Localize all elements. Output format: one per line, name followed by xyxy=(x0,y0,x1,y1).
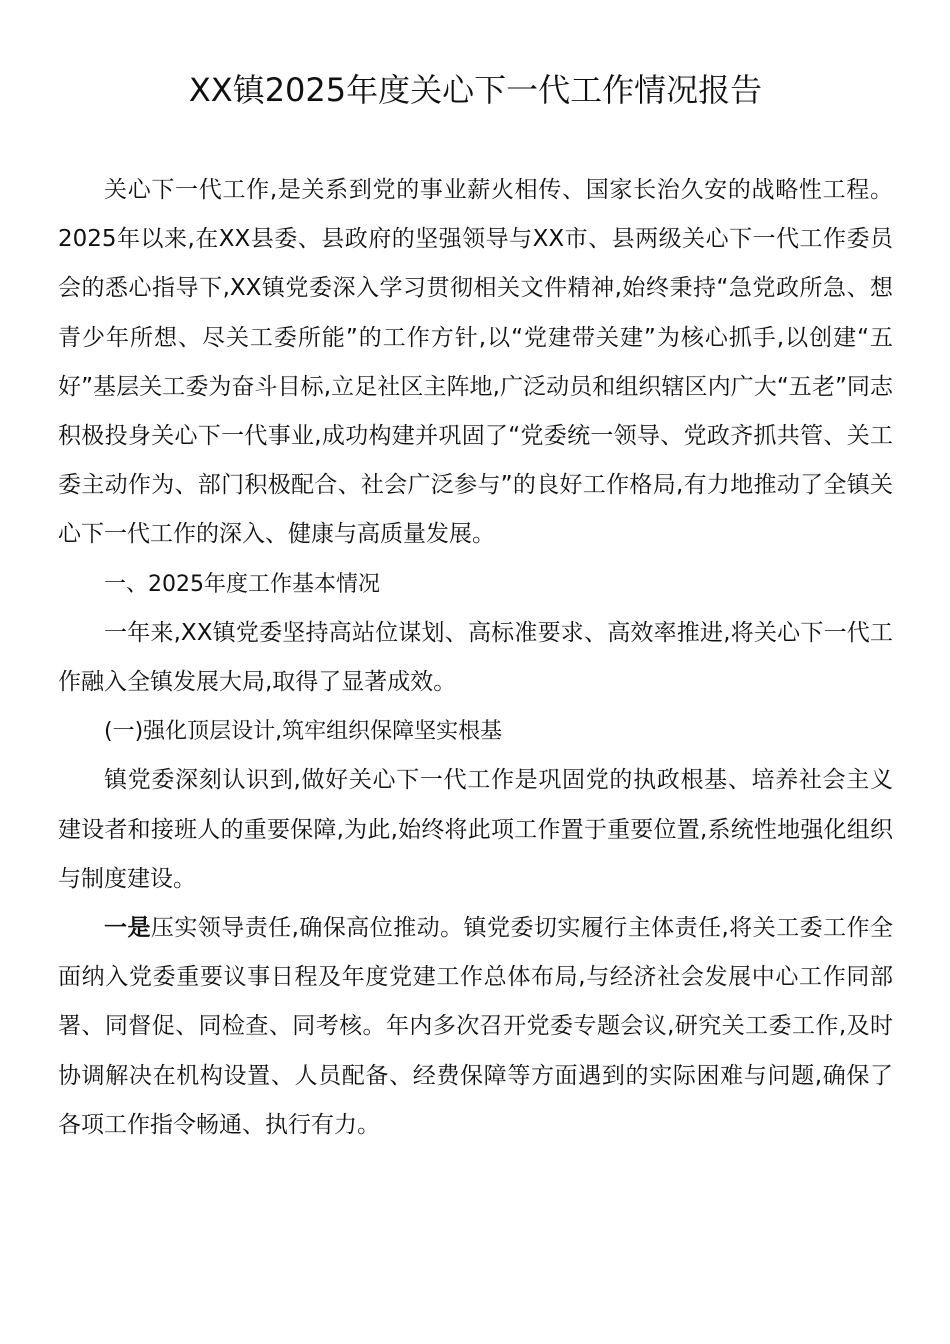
subsection-heading-1: (一)强化顶层设计,筑牢组织保障坚实根基 xyxy=(104,719,503,745)
point-one-paragraph xyxy=(58,904,893,1150)
point-one-text: 压实领导责任,确保高位推动。镇党委切实履行主体责任,将关工委工作全面纳入党委重要议事日程及年度党建工作总体布局,与经济社会发展中心工作同部署、同督促、同检查、同考核。年内多次召开党委专题会议,研究关工委工作,及时协调解决在机构设置、人员配备、经费保障等方面遇到的实际困难与问题,确保了各项工作指令畅通、执行有力。 xyxy=(58,915,893,1138)
section-heading-1: 一、2025年度工作基本情况 xyxy=(104,571,380,597)
intro-paragraph: 关心下一代工作,是关系到党的事业薪火相传、国家长治久安的战略性工程。2025年以来,在XX县委、县政府的坚强领导与XX市、县两级关心下一代工作委员会的悉心指导下,XX镇党委深入学习贯彻相关文件精神,始终秉持“急党政所急、想青少年所想、尽关工委所能”的工作方针,以“党建带关建”为核心抓手,以创建“五好”基层关工委为奋斗目标,立足社区主阵地,广泛动员和组织辖区内广大“五老”同志积极投身关心下一代事业,成功构建并巩固了“党委统一领导、党政齐抓共管、关工委主动作为、部门积极配合、社会广泛参与”的良好工作格局,有力地推动了全镇关心下一代工作的深入、健康与高质量发展。 xyxy=(58,177,893,548)
document-body xyxy=(58,166,893,1150)
document-title: XX镇2025年度关心下一代工作情况报告 xyxy=(188,71,763,109)
section-1-summary-paragraph: 一年来,XX镇党委坚持高站位谋划、高标准要求、高效率推进,将关心下一代工作融入全镇发展大局,取得了显著成效。 xyxy=(58,619,893,696)
subsection-1-paragraph: 镇党委深刻认识到,做好关心下一代工作是巩固党的执政根基、培养社会主义建设者和接班人的重要保障,为此,始终将此项工作置于重要位置,系统性地强化组织与制度建设。 xyxy=(58,767,893,892)
point-one-lead: 一是 xyxy=(104,915,151,942)
